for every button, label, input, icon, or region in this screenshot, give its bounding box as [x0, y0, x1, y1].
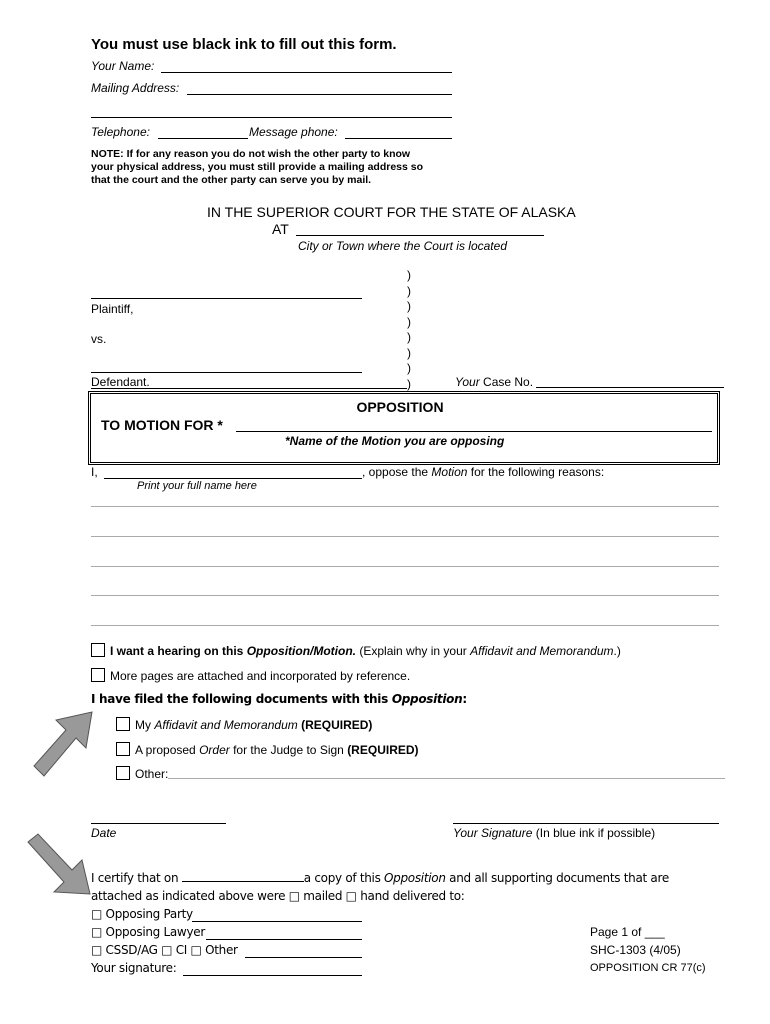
doc1-req: (REQUIRED): [301, 718, 373, 732]
caption-paren: ): [407, 361, 411, 375]
hearing-rest: (Explain why in your: [359, 644, 467, 658]
cert-post: and all supporting documents that are: [449, 871, 669, 885]
defendant-underline: [91, 388, 407, 389]
other-checkbox[interactable]: [116, 766, 130, 780]
caption-paren: ): [407, 345, 411, 360]
affidavit-checkbox[interactable]: [116, 717, 130, 731]
more-pages-option: [91, 668, 410, 683]
doc1-it: Affidavit and Memorandum: [154, 718, 298, 732]
more-pages-checkbox[interactable]: [91, 668, 105, 682]
opposing-party-option[interactable]: □ Opposing Party: [91, 907, 193, 921]
vs-label: vs.: [91, 332, 107, 346]
caption-paren: ): [407, 330, 411, 344]
form-name: OPPOSITION CR 77(c): [590, 962, 706, 974]
reason-line-3[interactable]: [91, 566, 719, 567]
mailing-address-field-2[interactable]: [91, 117, 452, 118]
hearing-end: .): [613, 644, 621, 658]
caption-paren: ): [407, 314, 411, 329]
doc2-pre: A proposed: [135, 743, 196, 757]
case-no-prefix: Your: [455, 375, 480, 389]
opposing-party-field[interactable]: [192, 921, 362, 922]
court-location-field[interactable]: [296, 235, 544, 236]
case-no-text: Case No.: [483, 375, 534, 389]
doc2-it: Order: [199, 743, 230, 757]
oppose-text: [362, 465, 604, 479]
certificate-signature-field[interactable]: [183, 975, 362, 976]
reason-line-1[interactable]: [91, 506, 719, 507]
court-heading: IN THE SUPERIOR COURT FOR THE STATE OF ALASKA: [207, 204, 576, 220]
hearing-checkbox[interactable]: [91, 643, 105, 657]
document-title: OPPOSITION: [356, 399, 444, 415]
plaintiff-label: Plaintiff,: [91, 302, 134, 316]
your-signature-label: Your signature:: [91, 961, 177, 975]
motion-name-field[interactable]: [236, 431, 712, 432]
cert-pre: I certify that on: [91, 871, 179, 885]
form-number: SHC-1303 (4/05): [590, 943, 681, 957]
your-name-field[interactable]: [161, 72, 452, 73]
form-instruction-title: You must use black ink to fill out this form.: [91, 36, 397, 53]
full-name-hint: Print your full name here: [137, 480, 257, 492]
filed-documents-heading: [91, 692, 467, 706]
caption-paren: ): [407, 299, 411, 313]
defendant-field[interactable]: [91, 372, 362, 373]
other-option: [116, 766, 168, 781]
message-phone-field[interactable]: [345, 138, 452, 139]
plaintiff-field[interactable]: [91, 298, 362, 299]
signature-label: [453, 826, 655, 840]
reason-line-2[interactable]: [91, 536, 719, 537]
service-date-field[interactable]: [182, 881, 304, 882]
sig-blue-ink: (In blue ink if possible): [535, 826, 656, 840]
proposed-order-option: [116, 742, 419, 757]
oppose-pre: , oppose the: [362, 465, 429, 479]
certificate-line-1: [91, 871, 669, 885]
hearing-it: Affidavit and Memorandum: [470, 644, 614, 658]
note-line: NOTE: If for any reason you do not wish the other party to know: [91, 148, 411, 160]
cssd-ci-other-option[interactable]: □ CSSD/AG □ CI □ Other: [91, 943, 238, 957]
reason-line-4[interactable]: [91, 595, 719, 596]
telephone-field[interactable]: [158, 138, 248, 139]
doc1-pre: My: [135, 718, 151, 732]
signature-field[interactable]: [453, 823, 719, 824]
court-location-hint: City or Town where the Court is located: [298, 239, 507, 253]
court-at-label: AT: [272, 221, 289, 237]
opposing-lawyer-field[interactable]: [206, 939, 362, 940]
motion-for-label: TO MOTION FOR *: [101, 417, 223, 433]
date-label: Date: [91, 826, 117, 840]
caption-paren: ): [407, 268, 411, 282]
case-number-field[interactable]: [536, 387, 724, 388]
case-number-label: [455, 375, 533, 389]
date-field[interactable]: [91, 823, 226, 824]
mailing-address-field[interactable]: [187, 94, 452, 95]
affidavit-option: [116, 717, 372, 732]
cert-it: Opposition: [384, 871, 446, 885]
filed-it: Opposition: [391, 692, 463, 706]
motion-name-hint: *Name of the Motion you are opposing: [285, 434, 505, 448]
other-field[interactable]: [168, 778, 725, 779]
message-phone-label: Message phone:: [249, 125, 338, 139]
address-note: [91, 148, 423, 187]
telephone-label: Telephone:: [91, 125, 150, 139]
caption-paren: ): [407, 283, 411, 298]
doc2-mid: for the Judge to Sign: [233, 743, 344, 757]
other-label: Other:: [135, 767, 169, 781]
caption-paren: ): [407, 376, 411, 391]
defendant-label: Defendant.: [91, 375, 150, 389]
doc2-req: (REQUIRED): [347, 743, 419, 757]
certificate-line-2: attached as indicated above were □ mailed □ hand delivered to:: [91, 889, 465, 903]
your-name-label: Your Name:: [91, 59, 155, 73]
note-line: that the court and the other party can serve you by mail.: [91, 174, 372, 186]
full-name-field[interactable]: [104, 478, 362, 479]
mailing-address-label: Mailing Address:: [91, 81, 180, 95]
oppose-motion: Motion: [431, 465, 468, 479]
other-recipient-field[interactable]: [245, 957, 362, 958]
cert-mid: a copy of this: [303, 871, 381, 885]
hearing-bold: I want a hearing on this: [110, 644, 244, 658]
reason-line-5[interactable]: [91, 625, 719, 626]
more-pages-label: More pages are attached and incorporated by reference.: [110, 669, 411, 683]
oppose-post: for the following reasons:: [470, 465, 605, 479]
filed-pre: I have filed the following documents with this: [91, 692, 388, 706]
page-number: Page 1 of ___: [590, 925, 665, 939]
arrow-up-right-icon: [30, 708, 100, 780]
proposed-order-checkbox[interactable]: [116, 742, 130, 756]
sig-label-it: Your Signature: [453, 826, 533, 840]
arrow-down-right-icon: [24, 832, 96, 898]
filed-colon: :: [462, 692, 467, 706]
hearing-bi: Opposition/Motion.: [246, 644, 357, 658]
i-label: I,: [91, 465, 98, 479]
hearing-option: [91, 643, 621, 658]
opposing-lawyer-option[interactable]: □ Opposing Lawyer: [91, 925, 205, 939]
note-line: your physical address, you must still provide a mailing address so: [91, 161, 424, 173]
